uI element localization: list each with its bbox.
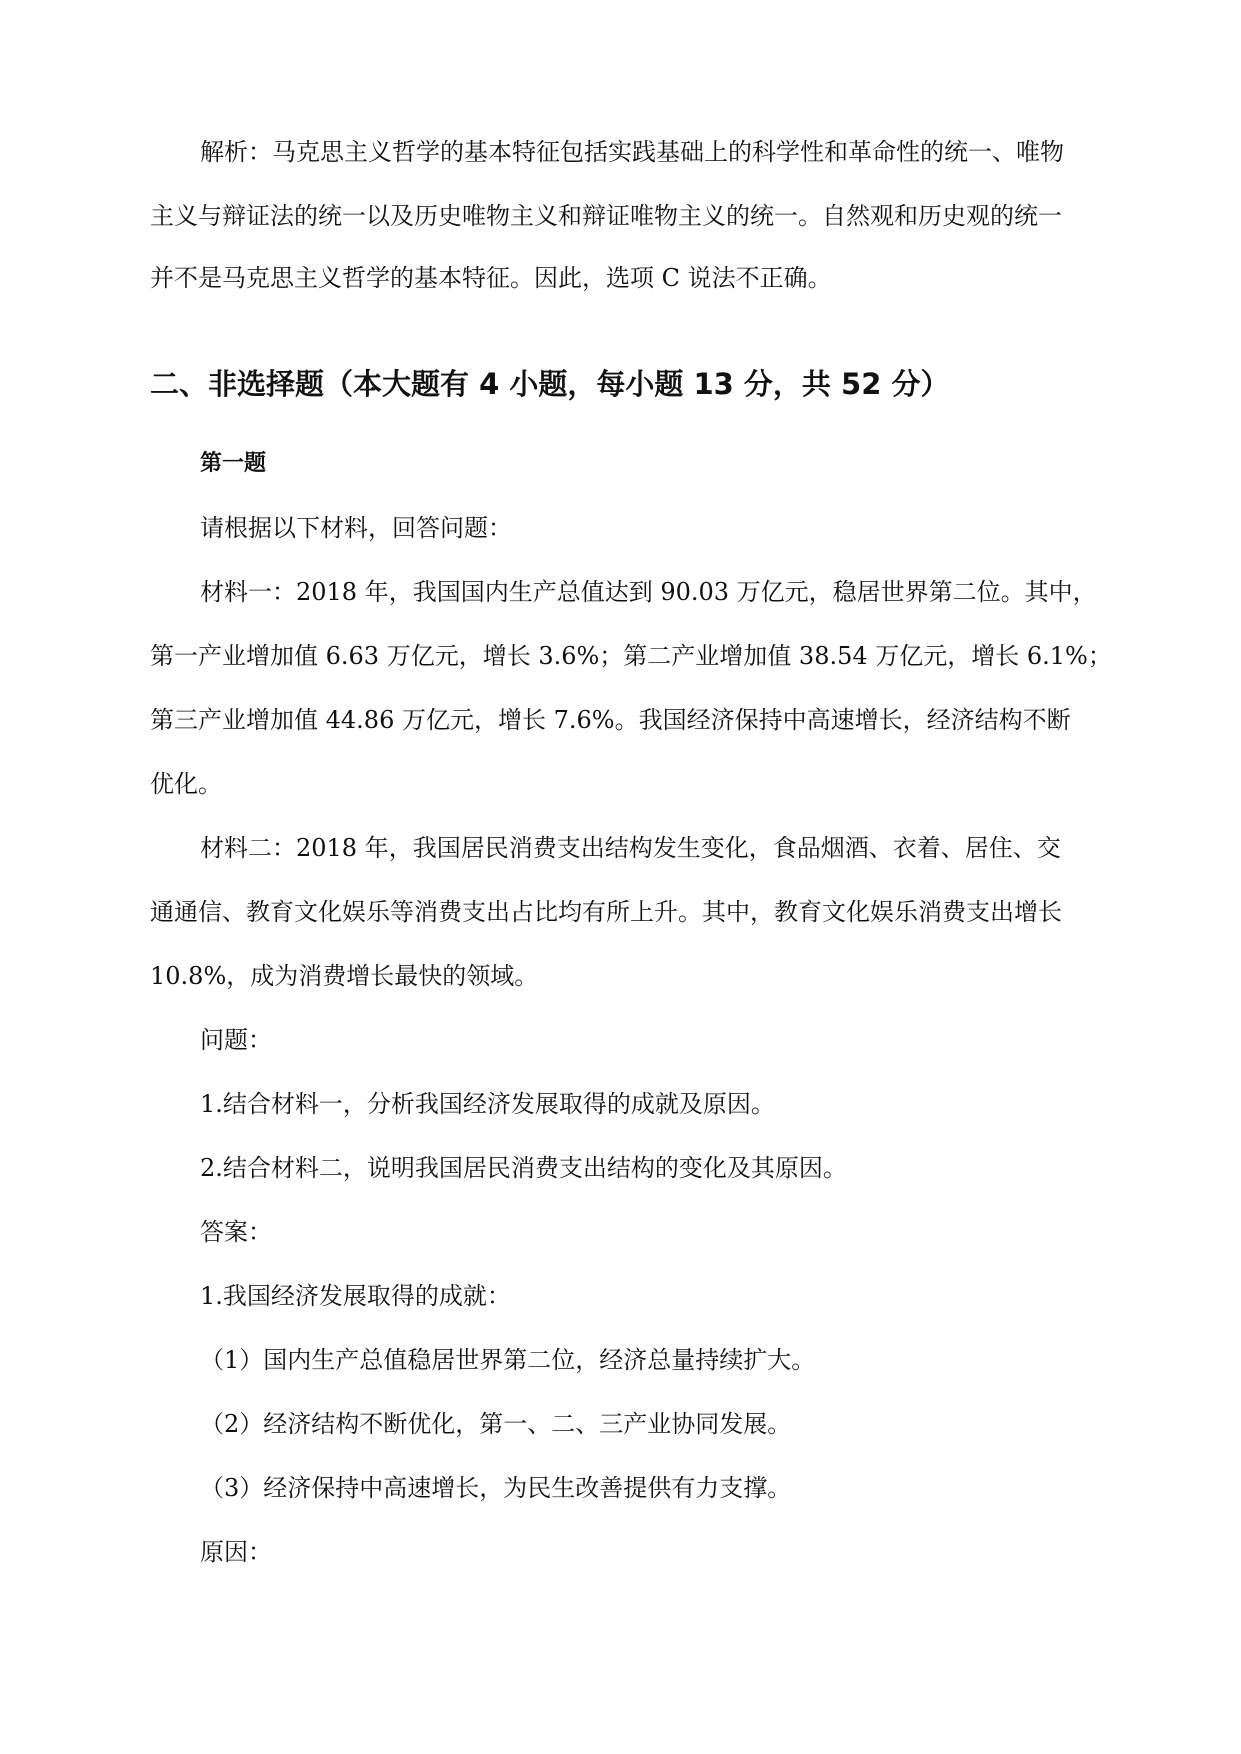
answer-label: 答案：	[200, 1218, 272, 1246]
achievement-item-2: （2）经济结构不断优化，第一、二、三产业协同发展。	[200, 1410, 792, 1438]
question-1: 1.结合材料一，分析我国经济发展取得的成就及原因。	[200, 1090, 775, 1118]
achievement-item-1: （1）国内生产总值稳居世界第二位，经济总量持续扩大。	[200, 1346, 816, 1374]
analysis-line-2: 主义与辩证法的统一以及历史唯物主义和辩证唯物主义的统一。自然观和历史观的统一	[150, 202, 1062, 230]
answer-intro: 1.我国经济发展取得的成就：	[200, 1282, 511, 1310]
achievement-item-3: （3）经济保持中高速增长，为民生改善提供有力支撑。	[200, 1474, 792, 1502]
reasons-label: 原因：	[200, 1538, 272, 1566]
material1-line-3: 第三产业增加值 44.86 万亿元，增长 7.6%。我国经济保持中高速增长，经济结构不断	[150, 706, 1071, 734]
section-heading: 二、非选择题（本大题有 4 小题，每小题 13 分，共 52 分）	[150, 367, 950, 401]
analysis-line-3: 并不是马克思主义哲学的基本特征。因此，选项 C 说法不正确。	[150, 264, 832, 292]
material2-line-1: 材料二：2018 年，我国居民消费支出结构发生变化，食品烟酒、衣着、居住、交	[200, 834, 1061, 862]
question-2: 2.结合材料二，说明我国居民消费支出结构的变化及其原因。	[200, 1154, 847, 1182]
material1-line-4: 优化。	[150, 770, 222, 798]
material1-line-1: 材料一：2018 年，我国国内生产总值达到 90.03 万亿元，稳居世界第二位。其中，	[200, 578, 1097, 606]
question-prompt: 请根据以下材料，回答问题：	[200, 514, 512, 542]
material2-line-2: 通通信、教育文化娱乐等消费支出占比均有所上升。其中，教育文化娱乐消费支出增长	[150, 898, 1062, 926]
questions-label: 问题：	[200, 1026, 272, 1054]
material1-line-2: 第一产业增加值 6.63 万亿元，增长 3.6%；第二产业增加值 38.54 万亿元，增长 6.1%；	[150, 642, 1112, 670]
material2-line-3: 10.8%，成为消费增长最快的领域。	[150, 962, 539, 990]
question-title: 第一题	[200, 451, 267, 476]
analysis-line-1: 解析：马克思主义哲学的基本特征包括实践基础上的科学性和革命性的统一、唯物	[200, 138, 1064, 166]
